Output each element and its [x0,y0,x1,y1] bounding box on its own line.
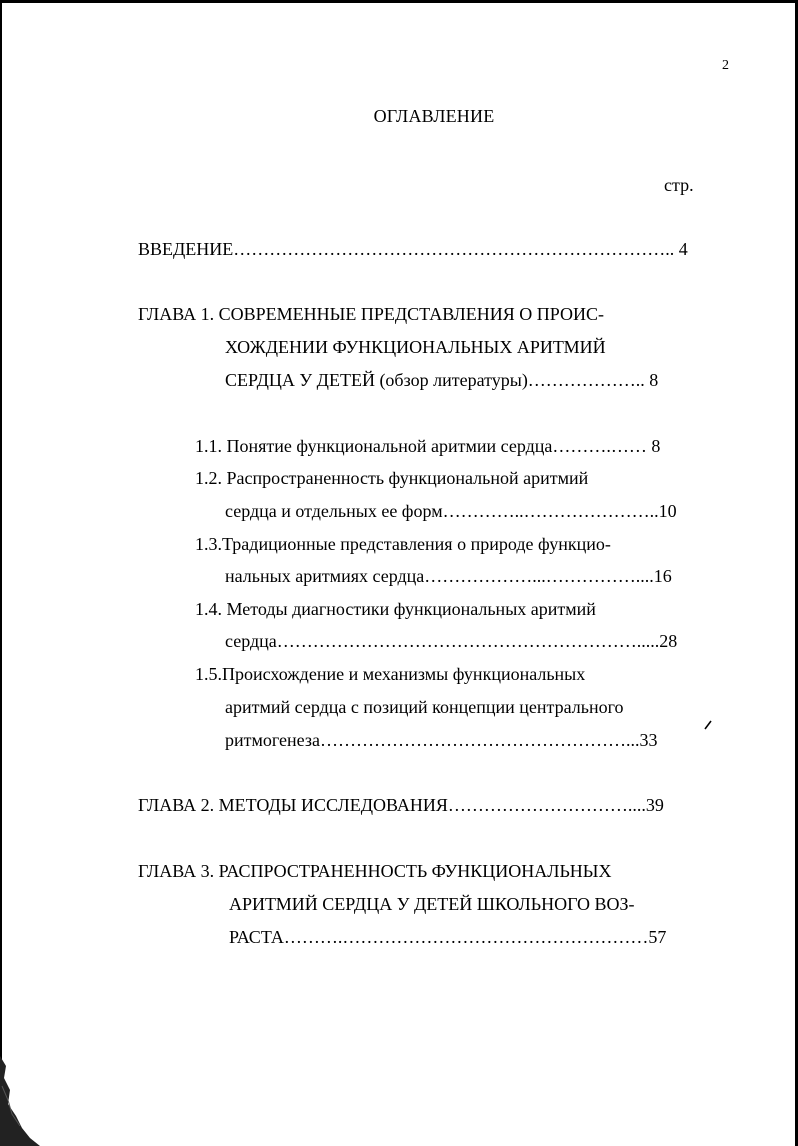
toc-chapter2: ГЛАВА 2. МЕТОДЫ ИССЛЕДОВАНИЯ…………………………....39 [138,795,664,815]
page-number: 2 [722,58,729,73]
toc-section-1-2-line2: сердца и отдельных ее форм…………..…………………..10 [225,501,677,521]
page-column-label: стр. [664,175,694,195]
toc-section-1-4-line2: сердца…………………………………………………….....28 [225,631,678,651]
toc-section-1-4-line1: 1.4. Методы диагностики функциональных аритмий [195,599,596,619]
scan-border-top [0,0,798,3]
toc-section-1-5-line3: ритмогенеза……………………………………………...33 [225,730,658,750]
scan-corner-artifact [0,1056,40,1146]
toc-chapter3-line2: АРИТМИЙ СЕРДЦА У ДЕТЕЙ ШКОЛЬНОГО ВОЗ- [229,894,635,914]
toc-section-1-5-line1: 1.5.Происхождение и механизмы функциональных [195,664,586,684]
toc-title: ОГЛАВЛЕНИЕ [373,106,495,126]
pen-tick-mark [704,720,712,730]
toc-section-1-5-line2: аритмий сердца с позиций концепции центрального [225,697,624,717]
toc-section-1-3-line2: нальных аритмиях сердца………………...……………....16 [225,566,672,586]
toc-section-1-1: 1.1. Понятие функциональной аритмии сердца……….…… 8 [195,436,661,456]
toc-chapter3-line1: ГЛАВА 3. РАСПРОСТРАНЕННОСТЬ ФУНКЦИОНАЛЬНЫХ [138,861,612,881]
toc-chapter1-line2: ХОЖДЕНИИ ФУНКЦИОНАЛЬНЫХ АРИТМИЙ [225,337,606,357]
toc-chapter1-line3: СЕРДЦА У ДЕТЕЙ (обзор литературы)……………….. 8 [225,370,659,390]
toc-section-1-3-line1: 1.3.Традиционные представления о природе функцио- [195,534,611,554]
toc-entry-intro: ВВЕДЕНИЕ……………………………………………………………….. 4 [138,239,688,259]
scan-border-left [0,0,2,1146]
toc-chapter1-line1: ГЛАВА 1. СОВРЕМЕННЫЕ ПРЕДСТАВЛЕНИЯ О ПРОИС- [138,304,604,324]
toc-chapter3-line3: РАСТА……….……………………………………………57 [229,927,667,947]
toc-section-1-2-line1: 1.2. Распространенность функциональной аритмий [195,468,589,488]
